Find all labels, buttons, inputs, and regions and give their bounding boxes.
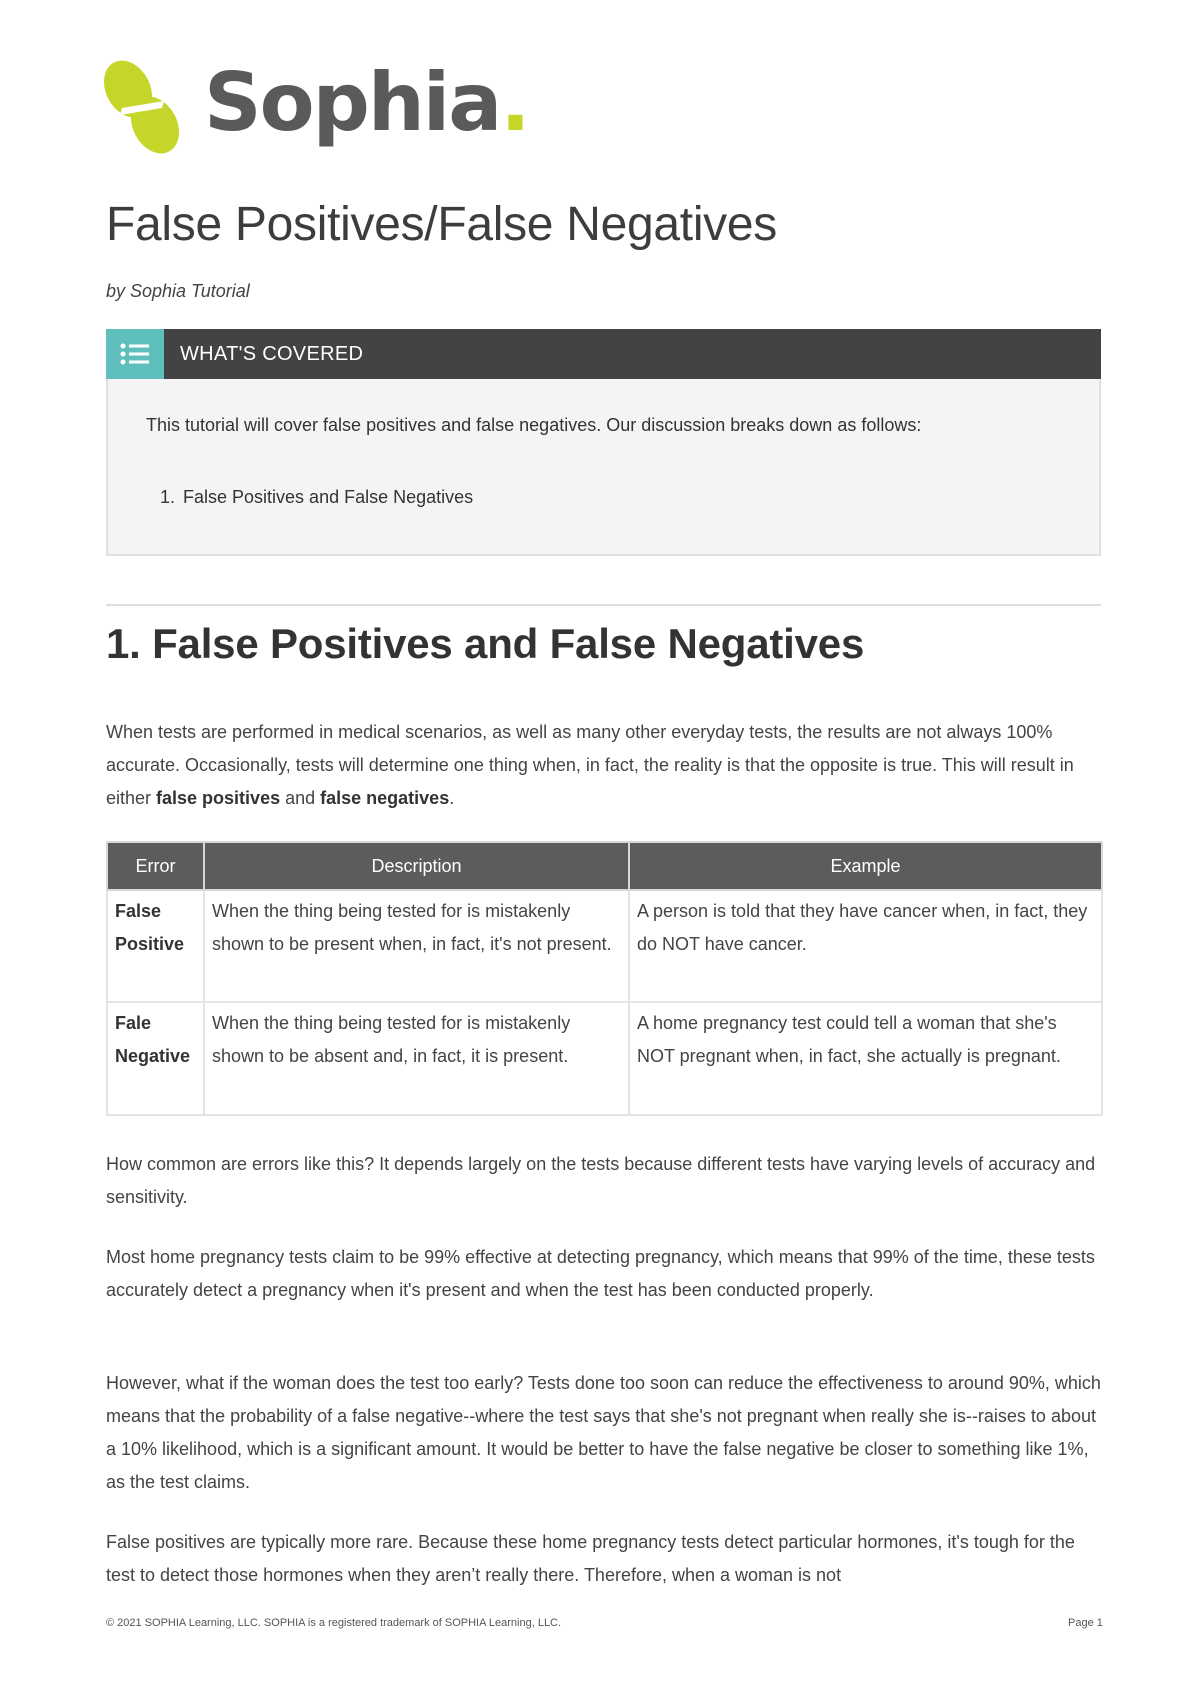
paragraph-false-positives: False positives are typically more rare. Because these home pregnancy tests detect particular hormones, it's tough for the test to detect those hormones when they aren’t really there. Therefore, when a woman is not xyxy=(106,1532,1075,1585)
column-header-description: Description xyxy=(204,842,629,890)
whats-covered-box xyxy=(106,329,1101,556)
table-row xyxy=(107,890,1102,1002)
whats-covered-intro: This tutorial will cover false positives and false negatives. Our discussion breaks down as follows: xyxy=(146,415,922,435)
table-cell-description: When the thing being tested for is mistakenly shown to be present when, in fact, it's not present. xyxy=(204,890,629,1002)
document-title: False Positives/False Negatives xyxy=(106,198,777,251)
table-cell-error: False Positive xyxy=(107,890,204,1002)
list-item: 1. False Positives and False Negatives xyxy=(160,487,474,507)
whats-covered-list xyxy=(160,487,473,508)
section-divider xyxy=(106,604,1101,606)
list-icon xyxy=(106,329,164,379)
footer-page-number: Page 1 xyxy=(1068,1617,1103,1629)
whats-covered-title: WHAT'S COVERED xyxy=(180,343,364,365)
term-false-positives: false positives xyxy=(156,788,281,808)
byline: by Sophia Tutorial xyxy=(106,281,250,301)
section-heading: 1. False Positives and False Negatives xyxy=(106,620,865,667)
sophia-logo-mark-icon xyxy=(104,56,180,158)
footer-copyright: © 2021 SOPHIA Learning, LLC. SOPHIA is a registered trademark of SOPHIA Learning, LLC. xyxy=(106,1617,562,1629)
table-header-row xyxy=(107,842,1102,890)
table-cell-description: When the thing being tested for is mistakenly shown to be absent and, in fact, it is present. xyxy=(204,1002,629,1115)
term-false-negatives: false negatives xyxy=(320,788,450,808)
table-cell-example: A home pregnancy test could tell a woman that she's NOT pregnant when, in fact, she actually is pregnant. xyxy=(629,1002,1102,1115)
table-cell-error: Fale Negative xyxy=(107,1002,204,1115)
paragraph-error-frequency: How common are errors like this? It depends largely on the tests because different tests have varying levels of accuracy and sensitivity. xyxy=(106,1154,1096,1207)
table-cell-example: A person is told that they have cancer when, in fact, they do NOT have cancer. xyxy=(629,890,1102,1002)
column-header-example: Example xyxy=(629,842,1102,890)
error-types-table xyxy=(106,841,1103,1116)
sophia-logo xyxy=(104,56,529,158)
paragraph-intro: When tests are performed in medical scenarios, as well as many other everyday tests, the results are not always 100% accurate. Occasionally, tests will determine one thing when, in fact, the reality is that the opposite is true. This will result in either false positives and false negatives. xyxy=(106,722,1074,808)
table-row xyxy=(107,1002,1102,1115)
paragraph-pregnancy-accuracy: Most home pregnancy tests claim to be 99% effective at detecting pregnancy, which means that 99% of the time, these tests accurately detect a pregnancy when it's present and when the test has been conducted properly. xyxy=(106,1247,1095,1300)
column-header-error: Error xyxy=(107,842,204,890)
paragraph-early-testing: However, what if the woman does the test too early? Tests done too soon can reduce the effectiveness to around 90%, which means that the probability of a false negative--where the test says that she's not pregnant when really she is--raises to about a 10% likelihood, which is a significant amount. It would be better to have the false negative be closer to something like 1%, as the test claims. xyxy=(106,1373,1101,1492)
sophia-wordmark: Sophia. xyxy=(204,56,529,149)
whats-covered-header xyxy=(106,329,1101,379)
